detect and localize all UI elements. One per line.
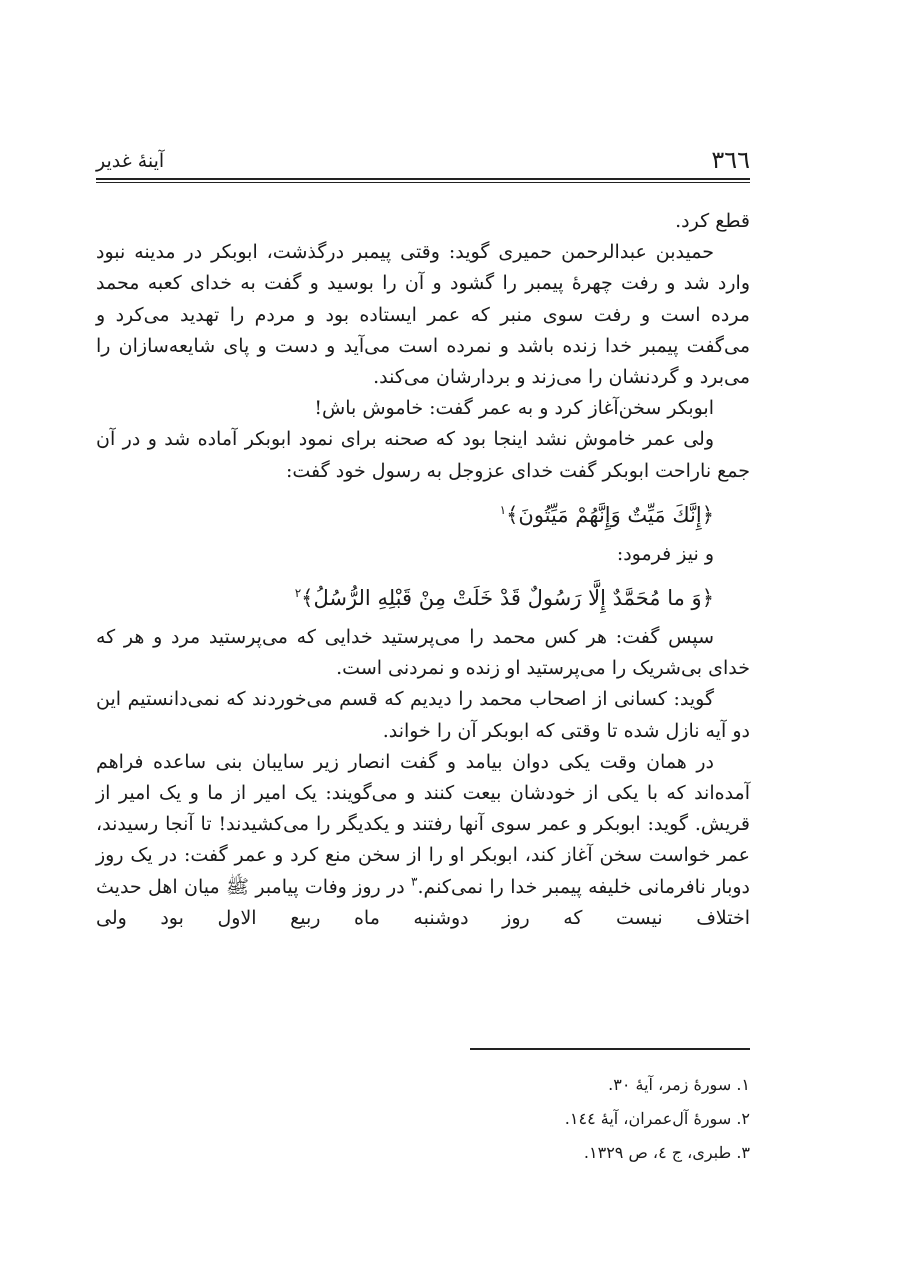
paragraph-text: در همان وقت یکی دوان بیامد و گفت انصار زیر سایبان بنی ساعده فراهم آمده‌اند که با یکی از خودشان بیعت کنند و می‌گویند: یک امیر از ما و یک امیر از قریش. گوید: ابوبکر و عمر سوی آنها رفتند و یکدیگر را می‌کشیدند! تا آنجا رسیدند، عمر خواست سخن آغاز کند، ابوبکر او را از سخن منع کرد و عمر گفت: در یک روز دوبار نافرمانی خلیفه پیمبر خدا را نمی‌کنم. [96,750,750,898]
footnote-marker: ١ [499,502,507,517]
footnote-marker: ٢ [294,586,302,601]
footnote: ١. سورهٔ زمر، آیهٔ ٣٠. [608,1075,750,1094]
paragraph: و نیز فرمود: [616,542,714,565]
paragraph [96,747,750,934]
paragraph-text: در روز وفات پیامبر ﷺ میان اهل حدیث اختلاف نیست که روز دوشنبه ماه ربیع الاول بود ولی [96,875,750,929]
verse-text: ﴿إِنَّكَ مَيِّتٌ وَإِنَّهُمْ مَيِّتُونَ﴾ [506,502,714,527]
paragraph: گوید: کسانی از اصحاب محمد را دیدیم که قسم می‌خوردند که نمی‌دانستیم این دو آیه نازل شده تا وقتی که ابوبکر آن را خواند. [96,688,750,742]
footnote-marker: ٣ [411,874,418,889]
page-header [96,146,750,178]
paragraph: سپس گفت: هر کس محمد را می‌پرستید خدایی که می‌پرستید مرد و هر که خدای بی‌شریک را می‌پرستید او زنده و نمردنی است. [96,626,750,680]
footnote: ٣. طبری، ج ٤، ص ١٣٢٩. [583,1143,750,1162]
footnote-rule [470,1048,750,1050]
header-rule [96,178,750,183]
quran-verse [96,487,750,539]
footnote: ٢. سورهٔ آل‌عمران، آیهٔ ١٤٤. [564,1109,750,1128]
verse-text: ﴿وَ ما مُحَمَّدٌ إِلَّا رَسُولٌ قَدْ خَلَتْ مِنْ قَبْلِهِ الرُّسُلُ﴾ [301,586,714,611]
paragraph: حمیدبن عبدالرحمن حمیری گوید: وقتی پیمبر درگذشت، ابوبکر در مدینه نبود وارد شد و رفت چهرهٔ پیمبر را گشود و آن را بوسید و گفت به خدای کعبه محمد مرده است و رفت سوی منبر که عمر ایستاده بود و مردم را تهدید می‌کرد و می‌گفت پیمبر خدا زنده باشد و نمرده است می‌آید و دست و پای شایعه‌سازان را می‌برد و گردنشان را می‌زند و بردارشان می‌کند. [96,241,750,389]
paragraph: قطع کرد. [675,210,750,232]
main-text [96,206,750,934]
footnotes [250,1068,750,1170]
paragraph: ابوبکر سخن‌آغاز کرد و به عمر گفت: خاموش باش! [314,397,714,420]
page-number: ٣٦٦ [711,146,750,174]
running-title: آینهٔ غدیر [96,150,165,172]
quran-verse [96,570,750,622]
paragraph: ولی عمر خاموش نشد اینجا بود که صحنه برای نمود ابوبکر آماده شد و در آن جمع ناراحت ابوبکر گفت خدای عزوجل به رسول خود گفت: [96,428,750,482]
